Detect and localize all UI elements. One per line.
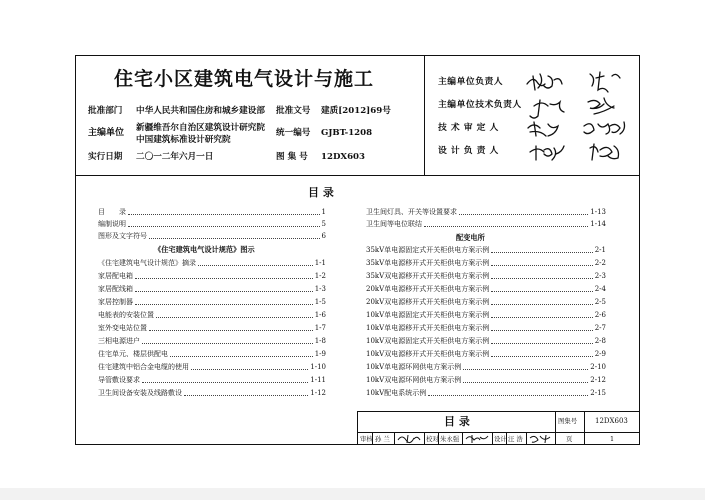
code-value: GJBT-1208 <box>321 128 373 138</box>
leader-dots <box>491 252 593 253</box>
toc-entry-page: 2-12 <box>590 376 606 384</box>
leader-dots <box>170 356 313 357</box>
toc-entry-page: 2-15 <box>590 389 606 397</box>
leader-dots <box>149 238 320 239</box>
toc-entry[interactable] <box>366 376 606 385</box>
approval-dept-label: 批准部门 <box>88 106 123 116</box>
leader-dots <box>491 317 593 318</box>
toc-entry-page: 2-5 <box>594 298 606 306</box>
toc-entry-page: 1-13 <box>590 208 606 216</box>
toc-entry-label: 35kV双电源移开式开关柜供电方案示例 <box>366 272 490 280</box>
leader-dots <box>428 395 588 396</box>
leader-dots <box>128 226 320 227</box>
signatures-graphic <box>524 66 636 166</box>
toc-entry[interactable] <box>98 285 326 294</box>
toc-entry-label: 《住宅建筑电气设计规范》摘录 <box>98 259 196 267</box>
leader-dots <box>135 291 313 292</box>
leader-dots <box>135 278 313 279</box>
title-block-col-line <box>584 412 585 445</box>
toc-title: 目 录 <box>308 186 334 199</box>
toc-entry-label: 目 录 <box>98 208 126 216</box>
toc-entry[interactable] <box>366 246 606 255</box>
leader-dots <box>491 265 593 266</box>
toc-entry-label: 10kV配电系统示例 <box>366 389 427 397</box>
leader-dots <box>463 382 588 383</box>
atlas-label: 图 集 号 <box>276 152 308 162</box>
toc-entry[interactable] <box>366 259 606 268</box>
toc-entry-page: 2-1 <box>594 246 606 254</box>
toc-entry[interactable] <box>98 232 326 241</box>
toc-entry-label: 室外变电站位置 <box>98 324 147 332</box>
leader-dots <box>191 369 308 370</box>
toc-entry[interactable] <box>98 208 326 217</box>
leader-dots <box>128 214 320 215</box>
toc-entry-label: 编制说明 <box>98 220 126 228</box>
header-divider <box>424 56 425 175</box>
leader-dots <box>491 330 593 331</box>
leader-dots <box>142 382 308 383</box>
toc-entry-label: 20kV单电源移开式开关柜供电方案示例 <box>366 285 490 293</box>
design-name: 汪 浩 <box>508 435 523 443</box>
toc-entry-page: 1-1 <box>314 259 326 267</box>
editor-label: 主编单位 <box>88 128 125 138</box>
toc-entry[interactable] <box>98 350 326 359</box>
leader-dots <box>491 304 593 305</box>
toc-entry-label: 电能表的安装位置 <box>98 311 154 319</box>
toc-entry-label: 20kV双电源移开式开关柜供电方案示例 <box>366 298 490 306</box>
cell-line <box>394 432 395 445</box>
toc-entry-page: 1-12 <box>310 389 326 397</box>
toc-entry[interactable] <box>366 298 606 307</box>
signature-graphic <box>464 433 490 444</box>
toc-entry[interactable] <box>366 272 606 281</box>
title-block-atlas-label: 图集号 <box>558 417 578 425</box>
role-reviewer: 技 术 审 定 人 <box>438 123 499 133</box>
toc-entry[interactable] <box>98 389 326 398</box>
toc-entry-label: 卫生间设备安装及线路敷设 <box>98 389 182 397</box>
leader-dots <box>491 278 593 279</box>
toc-entry-page: 1-9 <box>314 350 326 358</box>
leader-dots <box>491 343 593 344</box>
review-label: 审核 <box>360 435 373 443</box>
toc-entry-page: 2-4 <box>594 285 606 293</box>
leader-dots <box>459 214 588 215</box>
toc-entry-label: 10kV双电源固定式开关柜供电方案示例 <box>366 337 490 345</box>
page-label: 页 <box>566 435 573 443</box>
code-label: 统一编号 <box>276 128 311 138</box>
toc-entry-page: 6 <box>321 232 326 240</box>
toc-entry[interactable] <box>366 220 606 229</box>
toc-entry-page: 1-10 <box>310 363 326 371</box>
toc-entry-page: 2-8 <box>594 337 606 345</box>
toc-entry-page: 2-10 <box>590 363 606 371</box>
signature-graphic <box>528 433 554 444</box>
cell-line <box>526 432 527 445</box>
toc-entry-page: 1-5 <box>314 298 326 306</box>
toc-entry-label: 住宅建筑中铝合金电缆的使用 <box>98 363 189 371</box>
toc-entry[interactable] <box>366 208 606 217</box>
leader-dots <box>184 395 308 396</box>
toc-entry[interactable] <box>98 337 326 346</box>
toc-entry[interactable] <box>366 350 606 359</box>
toc-section-heading: 《住宅建筑电气设计规范》图示 <box>154 245 255 254</box>
toc-entry-page: 1-14 <box>590 220 606 228</box>
editor-unit-1: 新疆维吾尔自治区建筑设计研究院 <box>136 123 265 133</box>
toc-entry-label: 卫生间灯具、开关等设置要求 <box>366 208 457 216</box>
toc-entry[interactable] <box>366 363 606 372</box>
toc-entry-label: 图形及文字符号 <box>98 232 147 240</box>
approval-dept: 中华人民共和国住房和城乡建设部 <box>136 106 265 116</box>
toc-entry-page: 2-7 <box>594 324 606 332</box>
leader-dots <box>491 291 593 292</box>
toc-entry-label: 家居配线箱 <box>98 285 133 293</box>
toc-entry-page: 1-6 <box>314 311 326 319</box>
toc-entry-label: 卫生间等电位联结 <box>366 220 422 228</box>
toc-entry[interactable] <box>98 311 326 320</box>
cell-line <box>492 432 493 445</box>
leader-dots <box>198 265 313 266</box>
toc-entry-label: 10kV双电源移开式开关柜供电方案示例 <box>366 350 490 358</box>
toc-entry-label: 10kV单电源固定式开关柜供电方案示例 <box>366 311 490 319</box>
leader-dots <box>135 304 313 305</box>
leader-dots <box>463 369 588 370</box>
toc-entry[interactable] <box>98 220 326 229</box>
toc-entry-label: 三相电源进户 <box>98 337 140 345</box>
toc-entry[interactable] <box>98 376 326 385</box>
title-block-name: 目 录 <box>444 415 470 428</box>
toc-entry-page: 2-2 <box>594 259 606 267</box>
toc-section-heading: 配变电所 <box>456 233 485 242</box>
check-label: 校对 <box>426 435 439 443</box>
page-number: 1 <box>610 435 615 443</box>
toc-entry-label: 10kV双电源环网供电方案示例 <box>366 376 462 384</box>
role-chief-tech: 主编单位技术负责人 <box>438 100 522 110</box>
cell-line <box>462 432 463 445</box>
toc-entry-page: 1 <box>321 208 326 216</box>
signature-graphic <box>396 433 422 444</box>
toc-entry[interactable] <box>366 389 606 398</box>
title-block <box>357 411 639 444</box>
cell-line <box>424 432 425 445</box>
toc-entry-label: 住宅单元、楼层供配电 <box>98 350 168 358</box>
toc-entry-page: 1-8 <box>314 337 326 345</box>
date-label: 实行日期 <box>88 152 123 162</box>
role-chief-unit: 主编单位负责人 <box>438 77 504 87</box>
role-designer: 设 计 负 责 人 <box>438 146 499 156</box>
design-label: 设计 <box>494 435 507 443</box>
toc-entry-page: 2-6 <box>594 311 606 319</box>
atlas-number: 12DX603 <box>321 152 366 162</box>
toc-entry-page: 2-3 <box>594 272 606 280</box>
leader-dots <box>142 343 313 344</box>
toc-entry-label: 35kV单电源固定式开关柜供电方案示例 <box>366 246 490 254</box>
editor-unit-2: 中国建筑标准设计研究院 <box>136 135 231 145</box>
toc-entry[interactable] <box>98 298 326 307</box>
toc-entry[interactable] <box>98 259 326 268</box>
toc-entry-page: 1-3 <box>314 285 326 293</box>
toc-entry-label: 家居配电箱 <box>98 272 133 280</box>
review-name: 孙 兰 <box>375 435 390 443</box>
page-title: 住宅小区建筑电气设计与施工 <box>114 68 375 90</box>
toc-entry-page: 1-7 <box>314 324 326 332</box>
check-name: 朱永强 <box>440 435 460 443</box>
approval-doc-label: 批准文号 <box>276 106 311 116</box>
toc-entry[interactable] <box>366 324 606 333</box>
toc-entry-label: 10kV单电源环网供电方案示例 <box>366 363 462 371</box>
header-bottom-line <box>76 175 639 176</box>
toc-entry[interactable] <box>366 285 606 294</box>
toc-entry-label: 10kV单电源移开式开关柜供电方案示例 <box>366 324 490 332</box>
leader-dots <box>156 317 313 318</box>
title-block-col-line <box>555 412 556 445</box>
approval-doc: 建质[2012]69号 <box>321 106 391 116</box>
toc-entry-page: 1-11 <box>310 376 326 384</box>
toc-entry-label: 35kV单电源移开式开关柜供电方案示例 <box>366 259 490 267</box>
toc-entry-label: 家居控制器 <box>98 298 133 306</box>
toc-entry[interactable] <box>366 337 606 346</box>
toc-entry[interactable] <box>98 272 326 281</box>
title-block-atlas-number: 12DX603 <box>595 417 628 425</box>
leader-dots <box>491 356 593 357</box>
toc-entry-page: 1-2 <box>314 272 326 280</box>
leader-dots <box>149 330 313 331</box>
toc-entry[interactable] <box>98 324 326 333</box>
drawing-frame <box>75 55 640 445</box>
toc-entry-page: 2-9 <box>594 350 606 358</box>
leader-dots <box>424 226 588 227</box>
toc-entry[interactable] <box>366 311 606 320</box>
toc-entry[interactable] <box>98 363 326 372</box>
toc-entry-label: 导管敷设要求 <box>98 376 140 384</box>
toc-entry-page: 5 <box>321 220 326 228</box>
date-value: 二〇一二年六月一日 <box>136 152 214 162</box>
